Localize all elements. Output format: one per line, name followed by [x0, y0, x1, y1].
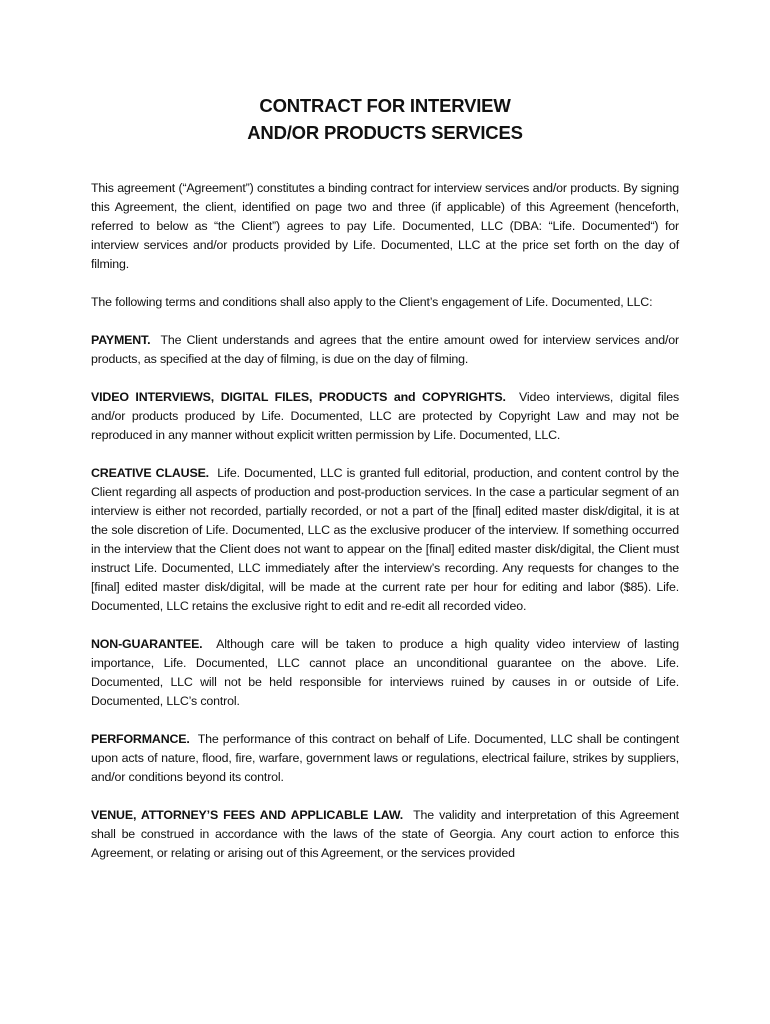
section-heading-copyrights: VIDEO INTERVIEWS, DIGITAL FILES, PRODUCTS and COPYRIGHTS. [91, 390, 506, 404]
section-text-performance: The performance of this contract on behalf of Life. Documented, LLC shall be contingent upon acts of nature, flood, fire, warfare, government laws or regulations, electrical failure, strikes by suppliers, and/or conditions beyond its control. [91, 732, 679, 784]
section-heading-creative-clause: CREATIVE CLAUSE. [91, 466, 209, 480]
section-heading-payment: PAYMENT. [91, 333, 151, 347]
section-non-guarantee [91, 635, 679, 711]
section-heading-venue: VENUE, ATTORNEY’S FEES AND APPLICABLE LAW. [91, 808, 404, 822]
section-heading-non-guarantee: NON-GUARANTEE. [91, 637, 203, 651]
section-text-copyrights: Video interviews, digital files and/or products produced by Life. Documented, LLC are protected by Copyright Law and may not be reproduced in any manner without explicit written permission by Life. Documented, LLC. [91, 390, 679, 442]
title-line-2: AND/OR PRODUCTS SERVICES [247, 122, 523, 143]
section-venue [91, 806, 679, 863]
section-text-venue: The validity and interpretation of this Agreement shall be construed in accordance with the laws of the state of Georgia. Any court action to enforce this Agreement, or relating or arising out of this Agreement, or the services provided [91, 808, 679, 860]
section-text-creative-clause: Life. Documented, LLC is granted full editorial, production, and content control by the Client regarding all aspects of production and post-production services. In the case a particular segment of an interview is either not recorded, partially recorded, or not a part of the [final] edited master disk/digital, it is at the sole discretion of Life. Documented, LLC as the exclusive producer of the interview. If something occurred in the interview that the Client does not want to appear on the [final] edited master disk/digital, the Client must instruct Life. Documented, LLC immediately after the interview’s recording. Any requests for changes to the [final] edited master disk/digital, will be made at the current rate per hour for editing and labor ($85). Life. Documented, LLC retains the exclusive right to edit and re-edit all recorded video. [91, 466, 679, 613]
section-text-payment: The Client understands and agrees that the entire amount owed for interview services and/or products, as specified at the day of filming, is due on the day of filming. [91, 333, 679, 366]
document-title [91, 92, 679, 146]
section-text-non-guarantee: Although care will be taken to produce a high quality video interview of lasting importance, Life. Documented, LLC cannot place an unconditional guarantee on the above. Life. Documented, LLC will not be held responsible for interviews ruined by causes in or outside of Life. Documented, LLC’s control. [91, 637, 679, 708]
intro-paragraph: This agreement (“Agreement”) constitutes a binding contract for interview services and/or products. By signing this Agreement, the client, identified on page two and three (if applicable) of this Agreement (henceforth, referred to below as “the Client”) agrees to pay Life. Documented, LLC (DBA: “Life. Documented“) for interview services and/or products provided by Life. Documented, LLC at the price set forth on the day of filming. [91, 181, 679, 271]
title-line-1: CONTRACT FOR INTERVIEW [259, 95, 511, 116]
section-creative-clause [91, 464, 679, 616]
section-copyrights [91, 388, 679, 445]
section-heading-performance: PERFORMANCE. [91, 732, 190, 746]
section-payment [91, 331, 679, 369]
contract-page [91, 92, 679, 882]
terms-intro-paragraph: The following terms and conditions shall also apply to the Client’s engagement of Life. Documented, LLC: [91, 295, 653, 309]
section-performance [91, 730, 679, 787]
